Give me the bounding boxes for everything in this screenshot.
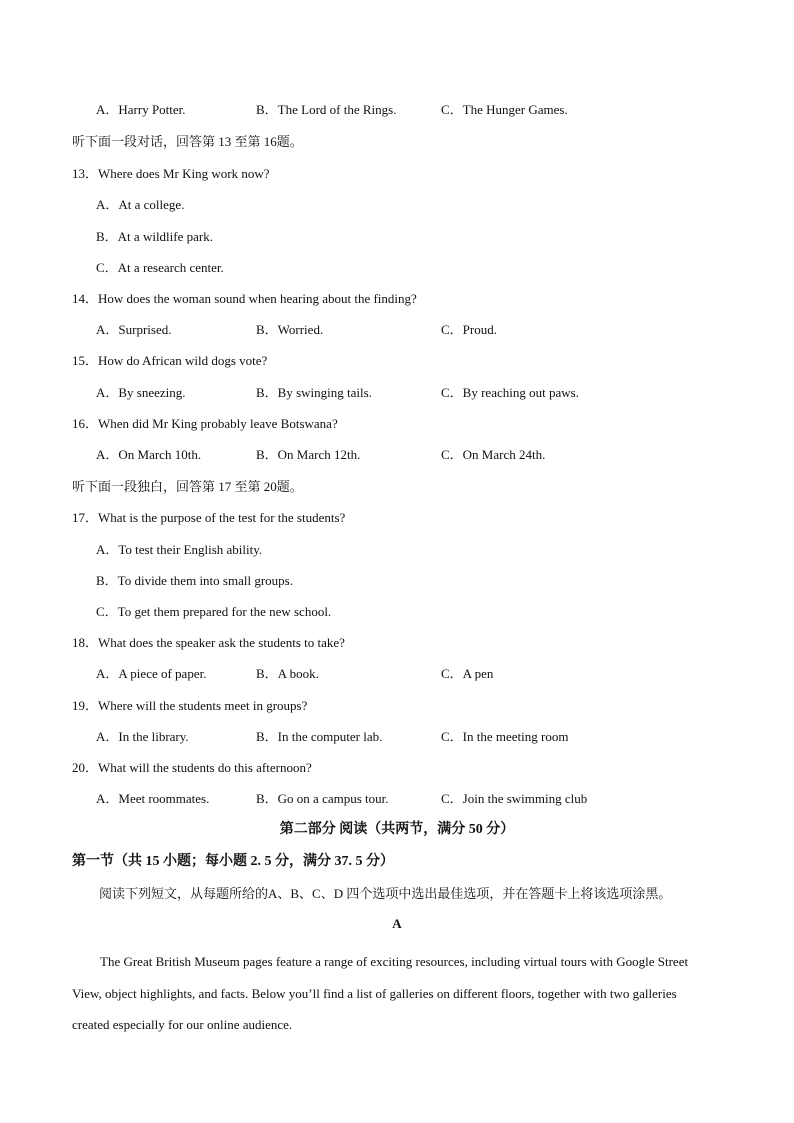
- q17-option-a: A．To test their English ability.: [96, 542, 263, 557]
- q13-option-a: A．At a college.: [96, 197, 185, 212]
- instruction-13-16: 听下面一段对话，回答第 13 至第 16题。: [72, 134, 303, 149]
- q15-option-a: A．By sneezing.: [96, 385, 186, 400]
- q14-option-b: B．Worried.: [256, 322, 324, 337]
- q15-option-b: B．By swinging tails.: [256, 385, 372, 400]
- q18-option-b: B．A book.: [256, 666, 319, 681]
- passage-text: The Great British Museum pages feature a range of exciting resources, including virtual tours with Google Street View, object highlights, and facts. Below you’ll find a list of galleries on different floors, together with two galleries created especially for our online audience.: [72, 954, 689, 1032]
- q18-stem: 18．What does the speaker ask the students to take?: [72, 635, 345, 650]
- q19-option-c: C．In the meeting room: [441, 729, 569, 744]
- q20-stem: 20．What will the students do this afternoon?: [72, 760, 312, 775]
- q14-stem: 14．How does the woman sound when hearing about the finding?: [72, 291, 417, 306]
- q12-option-c: C．The Hunger Games.: [441, 102, 568, 117]
- q14-option-a: A．Surprised.: [96, 322, 172, 337]
- passage-label: A: [392, 916, 402, 931]
- q19-option-a: A．In the library.: [96, 729, 189, 744]
- part2-title: 第二部分 阅读（共两节，满分 50 分）: [279, 822, 515, 837]
- q14-option-c: C．Proud.: [441, 322, 497, 337]
- q16-option-b: B．On March 12th.: [256, 447, 361, 462]
- q17-stem: 17．What is the purpose of the test for the students?: [72, 510, 346, 525]
- instruction-17-20: 听下面一段独白，回答第 17 至第 20题。: [72, 479, 303, 494]
- q13-option-c: C．At a research center.: [96, 260, 224, 275]
- q16-stem: 16．When did Mr King probably leave Botswana?: [72, 416, 338, 431]
- q19-stem: 19．Where will the students meet in groups?: [72, 698, 308, 713]
- q17-option-c: C．To get them prepared for the new school.: [96, 604, 332, 619]
- q16-option-a: A．On March 10th.: [96, 447, 202, 462]
- q12-option-a: A．Harry Potter.: [96, 102, 186, 117]
- q18-option-c: C．A pen: [441, 666, 494, 681]
- q16-option-c: C．On March 24th.: [441, 447, 546, 462]
- q17-option-b: B．To divide them into small groups.: [96, 573, 293, 588]
- q13-option-b: B．At a wildlife park.: [96, 229, 213, 244]
- q15-stem: 15．How do African wild dogs vote?: [72, 353, 268, 368]
- reading-instruction: 阅读下列短文，从每题所给的A、B、C、D 四个选项中选出最佳选项，并在答题卡上将该选项涂黑。: [99, 886, 672, 901]
- q12-option-b: B．The Lord of the Rings.: [256, 102, 397, 117]
- q19-option-b: B．In the computer lab.: [256, 729, 383, 744]
- q20-option-a: A．Meet roommates.: [96, 791, 210, 806]
- q20-option-c: C．Join the swimming club: [441, 791, 588, 806]
- section1-title: 第一节（共 15 小题；每小题 2. 5 分，满分 37. 5 分）: [72, 854, 394, 869]
- q18-option-a: A．A piece of paper.: [96, 666, 207, 681]
- q13-stem: 13．Where does Mr King work now?: [72, 166, 270, 181]
- q15-option-c: C．By reaching out paws.: [441, 385, 579, 400]
- q20-option-b: B．Go on a campus tour.: [256, 791, 389, 806]
